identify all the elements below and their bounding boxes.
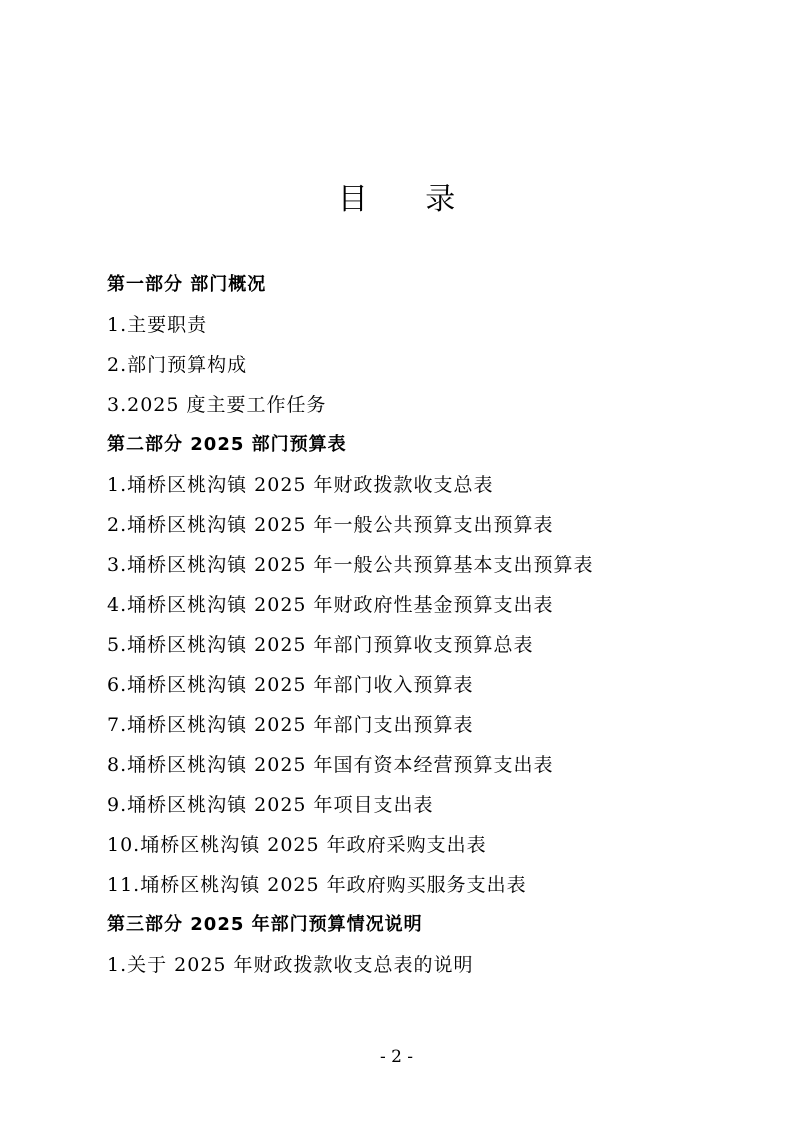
toc-part-heading: 第三部分 2025 年部门预算情况说明: [107, 914, 423, 935]
toc-entry: 9.埇桥区桃沟镇 2025 年项目支出表: [107, 794, 434, 816]
toc-part-heading: 第一部分 部门概况: [107, 274, 267, 295]
toc-entry: 6.埇桥区桃沟镇 2025 年部门收入预算表: [107, 674, 474, 696]
toc-entry: 3.埇桥区桃沟镇 2025 年一般公共预算基本支出预算表: [107, 554, 594, 576]
toc-part-heading: 第二部分 2025 部门预算表: [107, 434, 347, 455]
toc-entry: 2.部门预算构成: [107, 354, 248, 376]
toc-entry: 10.埇桥区桃沟镇 2025 年政府采购支出表: [107, 834, 487, 856]
toc-entry: 4.埇桥区桃沟镇 2025 年财政府性基金预算支出表: [107, 594, 554, 616]
toc-entry: 8.埇桥区桃沟镇 2025 年国有资本经营预算支出表: [107, 754, 554, 776]
page-number: - 2 -: [379, 1047, 414, 1067]
toc-entry: 5.埇桥区桃沟镇 2025 年部门预算收支预算总表: [107, 634, 534, 656]
toc-entry: 11.埇桥区桃沟镇 2025 年政府购买服务支出表: [107, 874, 527, 896]
toc-entry: 3.2025 度主要工作任务: [107, 394, 327, 416]
page-title: 目 录: [337, 182, 480, 217]
toc-entry: 1.埇桥区桃沟镇 2025 年财政拨款收支总表: [107, 474, 494, 496]
toc-entry: 1.主要职责: [107, 314, 208, 336]
toc-entry: 1.关于 2025 年财政拨款收支总表的说明: [107, 954, 474, 976]
toc-entry: 2.埇桥区桃沟镇 2025 年一般公共预算支出预算表: [107, 514, 554, 536]
toc-entry: 7.埇桥区桃沟镇 2025 年部门支出预算表: [107, 714, 474, 736]
table-of-contents: [107, 265, 727, 985]
